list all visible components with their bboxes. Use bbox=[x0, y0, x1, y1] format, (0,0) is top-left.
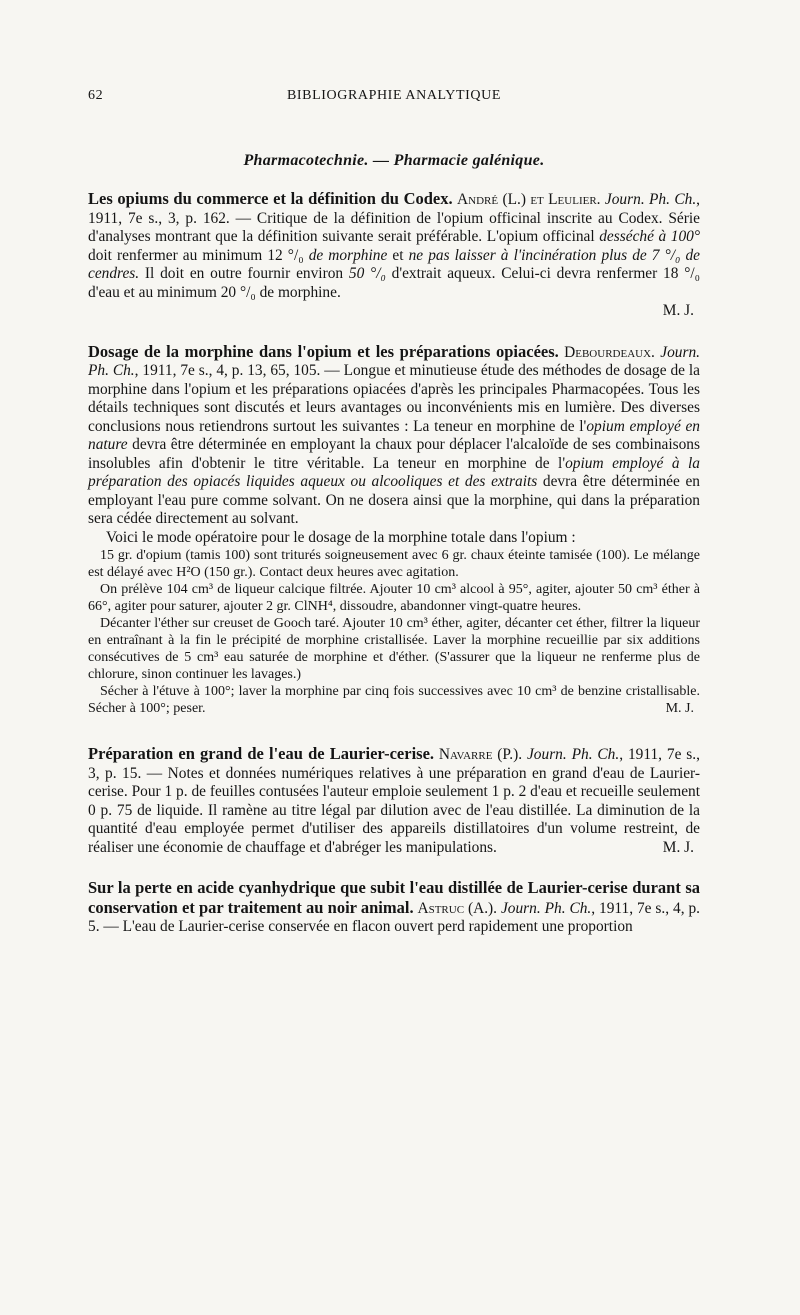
journal-ref: , 1911, 7e s., 4, p. 13, 65, 105. — bbox=[134, 362, 340, 379]
article-opiums bbox=[88, 190, 700, 321]
signature: M. J. bbox=[665, 701, 694, 716]
article-title: Préparation en grand de l'eau de Laurier-cerise. bbox=[88, 744, 435, 763]
article-text: et bbox=[387, 246, 409, 264]
article-text: d'extrait aqueux. Celui-ci devra renfermer 18 °/₀ d'eau et au minimum 20 °/₀ de morphine. bbox=[88, 265, 700, 301]
running-title: BIBLIOGRAPHIE ANALYTIQUE bbox=[286, 88, 502, 103]
procedure-step: Décanter l'éther sur creuset de Gooch taré. Ajouter 10 cm³ éther, agiter, décanter cet éther, filtrer la liqueur en entraînant à la fin le précipité de morphine cristallisée. Laver la morphine recueillie par six additions consécutives de 5 cm³ eau saturée de morphine et d'éther. (S'assurer que la liqueur ne renferme plus de chlorure, sinon continuer les lavages.) bbox=[88, 616, 700, 682]
article-emphasis: opium employé en nature bbox=[88, 417, 700, 453]
procedure-step: On prélève 104 cm³ de liqueur calcique filtrée. Ajouter 10 cm³ alcool à 95°, agiter, ajouter 50 cm³ éther à 66°, agiter pour saturer, ajouter 2 gr. ClNH⁴, dissoudre, abandonner vingt-quatre heures. bbox=[88, 582, 700, 614]
journal-name: Journ. Ph. Ch. bbox=[500, 899, 592, 917]
journal-name: Journ. Ph. Ch. bbox=[88, 343, 700, 379]
signature: M. J. bbox=[662, 838, 694, 856]
article-title: Sur la perte en acide cyanhydrique que subit l'eau distillée de Laurier-cerise durant sa conservation et par traitement au noir animal. bbox=[88, 878, 700, 917]
procedure-intro: Voici le mode opératoire pour le dosage de la morphine totale dans l'opium : bbox=[106, 528, 576, 546]
article-body bbox=[88, 190, 700, 937]
page-number: 62 bbox=[88, 88, 104, 103]
article-text: devra être déterminée en employant la chaux pour déplacer l'alcaloïde de ses combinaisons insolubles afin d'obtenir le titre véritable. La teneur en morphine de l' bbox=[88, 436, 700, 472]
article-laurier-cerise bbox=[88, 745, 700, 857]
article-authors: Navarre (P.). bbox=[438, 746, 523, 763]
journal-name: Journ. Ph. Ch. bbox=[526, 746, 620, 763]
procedure-step bbox=[88, 683, 700, 717]
article-text: Notes et données numériques relatives à une préparation en grand d'eau de Laurier-cerise. Pour 1 p. de feuilles contusées l'auteur emploie seulement 1 p. 2 d'eau et recueille seulement 0 p. 75 de liquide. Il ramène au titre légal par dilution avec de l'eau distillée. La diminution de la quantité d'eau employée permet d'utiliser des appareils distillatoires d'un volume restreint, de réaliser une économie de chauffage et d'abréger les manipulations. bbox=[88, 764, 700, 856]
journal-name: Journ. Ph. Ch. bbox=[604, 191, 697, 208]
procedure-step-text: Sécher à l'étuve à 100°; laver la morphine par cinq fois successives avec 10 cm³ de benzine cristallisable. Sécher à 100°; peser. bbox=[88, 684, 700, 716]
article-authors: André (L.) et Leulier. bbox=[457, 191, 601, 208]
signature: M. J. bbox=[662, 302, 694, 319]
article-emphasis: ne pas laisser à l'incinération plus de 7 °/₀ de cendres. bbox=[88, 246, 700, 282]
running-header bbox=[88, 88, 700, 108]
article-emphasis: 50 °/₀ bbox=[348, 265, 386, 282]
article-text: Il doit en outre fournir environ bbox=[139, 265, 349, 282]
section-title: Pharmacotechnie. — Pharmacie galénique. bbox=[243, 152, 545, 169]
article-text: Critique de la définition de l'opium officinal inscrite au Codex. Série d'analyses montrant que la définition suivante serait préférable. L'opium officinal bbox=[88, 209, 700, 245]
journal-ref: , 1911, 7e s., 4, p. 5. — bbox=[88, 899, 700, 935]
procedure-steps bbox=[88, 547, 700, 717]
article-title: Les opiums du commerce et la définition du Codex. bbox=[88, 189, 453, 208]
journal-ref: , 1911, 7e s., 3, p. 162. — bbox=[88, 191, 701, 227]
article-emphasis: de morphine bbox=[308, 246, 388, 264]
procedure-step: 15 gr. d'opium (tamis 100) sont triturés soigneusement avec 6 gr. chaux éteinte tamisée (100). Le mélange est délayé avec H²O (150 gr.). Contact deux heures avec agitation. bbox=[88, 548, 700, 580]
journal-ref: , 1911, 7e s., 3, p. 15. — bbox=[88, 746, 700, 782]
article-emphasis: opium employé à la préparation des opiacés liquides aqueux ou alcooliques et des extraits bbox=[88, 454, 700, 490]
article-authors: Debourdeaux. bbox=[564, 343, 655, 361]
article-dosage-morphine bbox=[88, 343, 700, 718]
article-text: doit renfermer au minimum 12 °/₀ bbox=[88, 246, 309, 264]
article-text: devra être déterminée en employant l'eau pure comme solvant. On ne dosera ainsi que la morphine, qui dans la préparation sera cédée directement au solvant. bbox=[88, 473, 700, 527]
article-acide-cyanhydrique bbox=[88, 879, 700, 937]
article-title: Dosage de la morphine dans l'opium et les préparations opiacées. bbox=[88, 341, 559, 361]
article-emphasis: desséché à 100° bbox=[599, 228, 701, 245]
article-authors: Astruc (A.). bbox=[417, 899, 498, 917]
spacer bbox=[88, 731, 700, 745]
article-text: L'eau de Laurier-cerise conservée en flacon ouvert perd rapidement une proportion bbox=[118, 918, 633, 935]
article-text: Longue et minutieuse étude des méthodes de dosage de la morphine dans l'opium et les préparations opiacées d'après les principales Pharmacopées. Tous les détails techniques sont discutés et leurs avantages ou inconvénients mis en lumière. Des diverses conclusions nous retiendrons surtout les suivantes : La teneur en morphine de l' bbox=[88, 362, 700, 435]
